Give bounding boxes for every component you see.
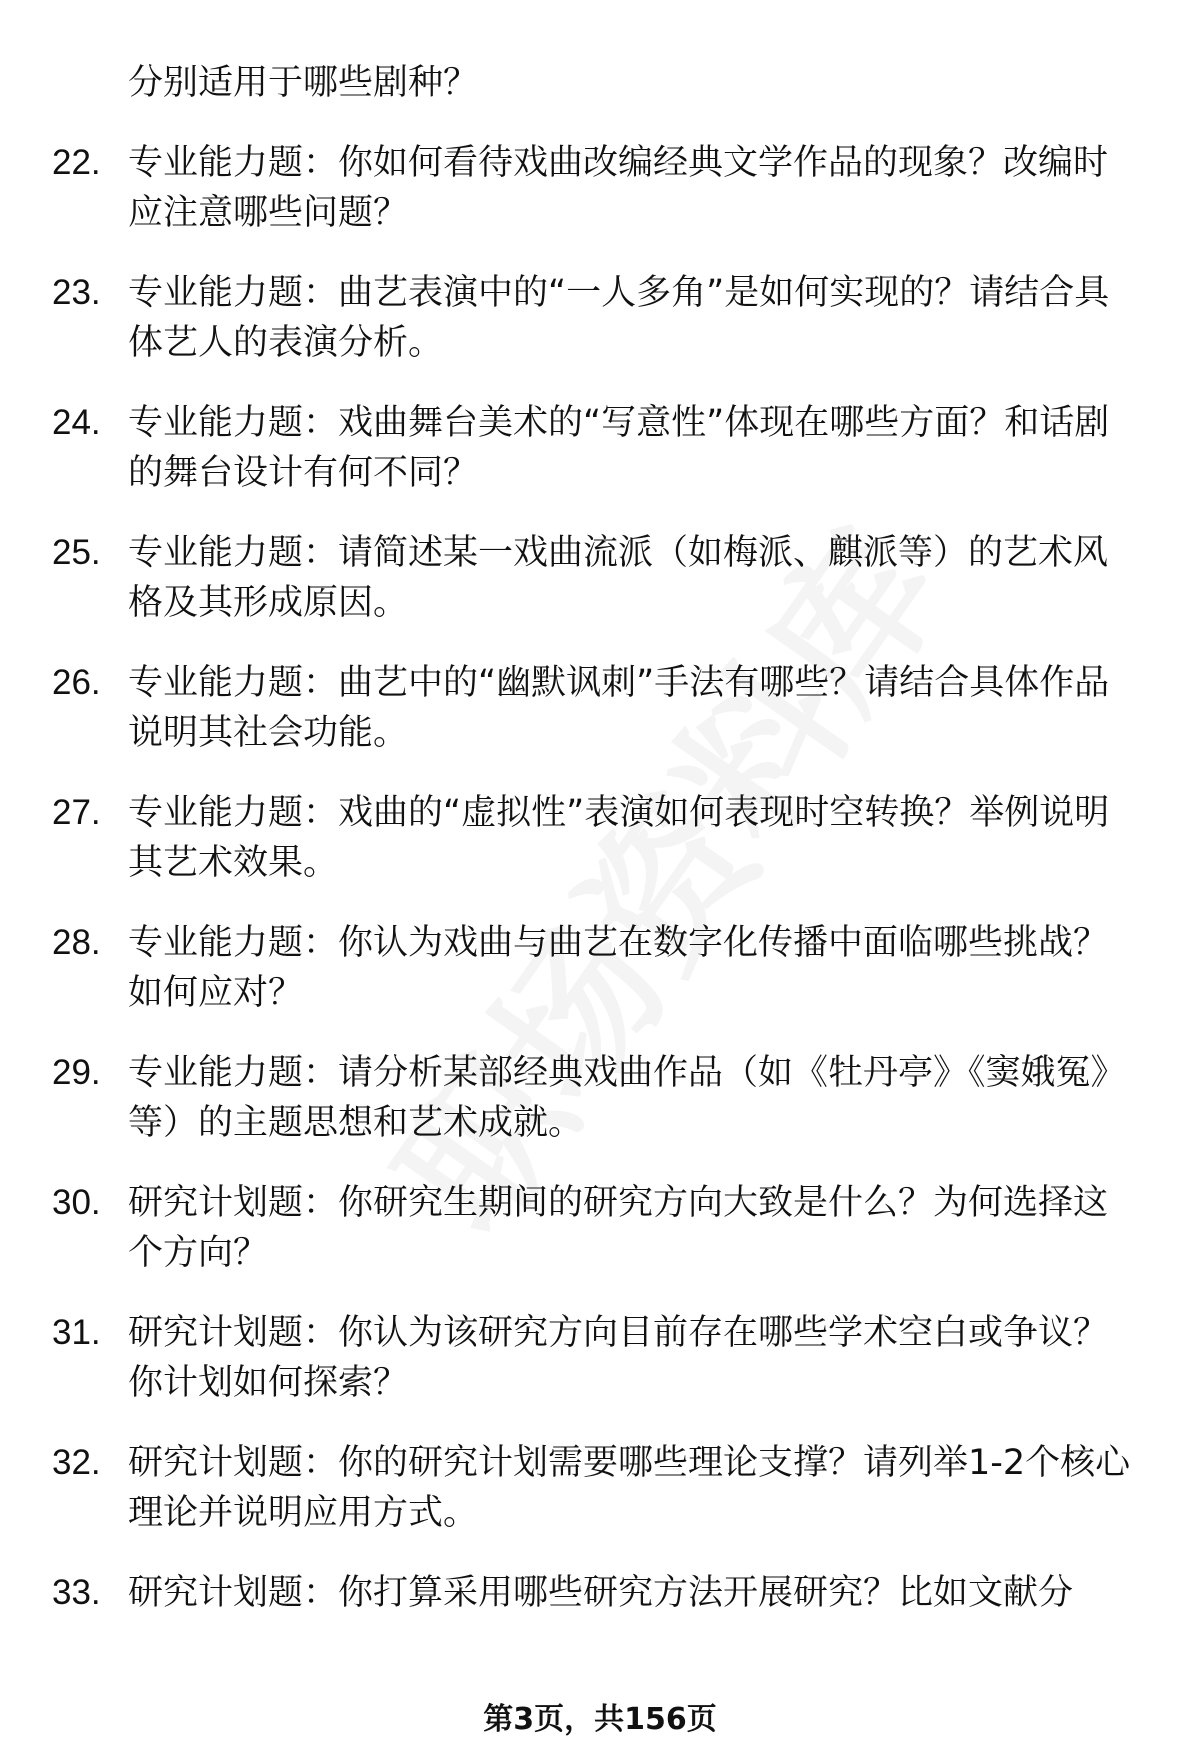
question-text: 专业能力题：戏曲舞台美术的“写意性”体现在哪些方面？和话剧的舞台设计有何不同？ [128, 403, 1110, 493]
question-item [0, 398, 1138, 498]
question-number: 26. [52, 663, 101, 702]
question-list [0, 138, 1200, 1648]
question-item [0, 788, 1138, 888]
question-number: 29. [52, 1053, 101, 1092]
question-item [0, 658, 1138, 758]
question-number: 22. [52, 143, 101, 182]
question-item [0, 1178, 1138, 1278]
continuation-text: 分别适用于哪些剧种？ [128, 63, 479, 103]
page-footer: 第3页，共156页 [483, 1702, 717, 1737]
question-text: 专业能力题：你认为戏曲与曲艺在数字化传播中面临哪些挑战？如何应对？ [128, 923, 1109, 1013]
question-text: 专业能力题：曲艺中的“幽默讽刺”手法有哪些？请结合具体作品说明其社会功能。 [128, 663, 1110, 753]
question-text: 专业能力题：请分析某部经典戏曲作品（如《牡丹亭》《窦娥冤》等）的主题思想和艺术成就。 [128, 1053, 1126, 1143]
question-number: 33. [52, 1573, 101, 1612]
question-item [0, 918, 1138, 1018]
question-text: 研究计划题：你打算采用哪些研究方法开展研究？比如文献分 [128, 1573, 1074, 1613]
question-text: 研究计划题：你认为该研究方向目前存在哪些学术空白或争议？你计划如何探索？ [128, 1313, 1109, 1403]
question-number: 30. [52, 1183, 101, 1222]
question-number: 27. [52, 793, 101, 832]
question-item [0, 528, 1138, 628]
question-item [0, 1048, 1138, 1148]
question-number: 25. [52, 533, 101, 572]
question-number: 32. [52, 1443, 101, 1482]
question-text: 专业能力题：你如何看待戏曲改编经典文学作品的现象？改编时应注意哪些问题？ [128, 143, 1109, 233]
question-text: 专业能力题：请简述某一戏曲流派（如梅派、麒派等）的艺术风格及其形成原因。 [128, 533, 1109, 623]
question-item [0, 1438, 1138, 1538]
question-text: 专业能力题：曲艺表演中的“一人多角”是如何实现的？请结合具体艺人的表演分析。 [128, 273, 1110, 363]
question-text: 研究计划题：你研究生期间的研究方向大致是什么？为何选择这个方向？ [128, 1183, 1109, 1273]
question-number: 28. [52, 923, 101, 962]
question-item [0, 1308, 1138, 1408]
question-item [0, 1568, 1138, 1618]
question-text: 专业能力题：戏曲的“虚拟性”表演如何表现时空转换？举例说明其艺术效果。 [128, 793, 1110, 883]
question-number: 31. [52, 1313, 101, 1352]
question-text: 研究计划题：你的研究计划需要哪些理论支撑？请列举1-2个核心理论并说明应用方式。 [128, 1443, 1131, 1533]
question-number: 24. [52, 403, 101, 442]
question-item [0, 138, 1138, 238]
question-item [0, 268, 1138, 368]
question-number: 23. [52, 273, 101, 312]
